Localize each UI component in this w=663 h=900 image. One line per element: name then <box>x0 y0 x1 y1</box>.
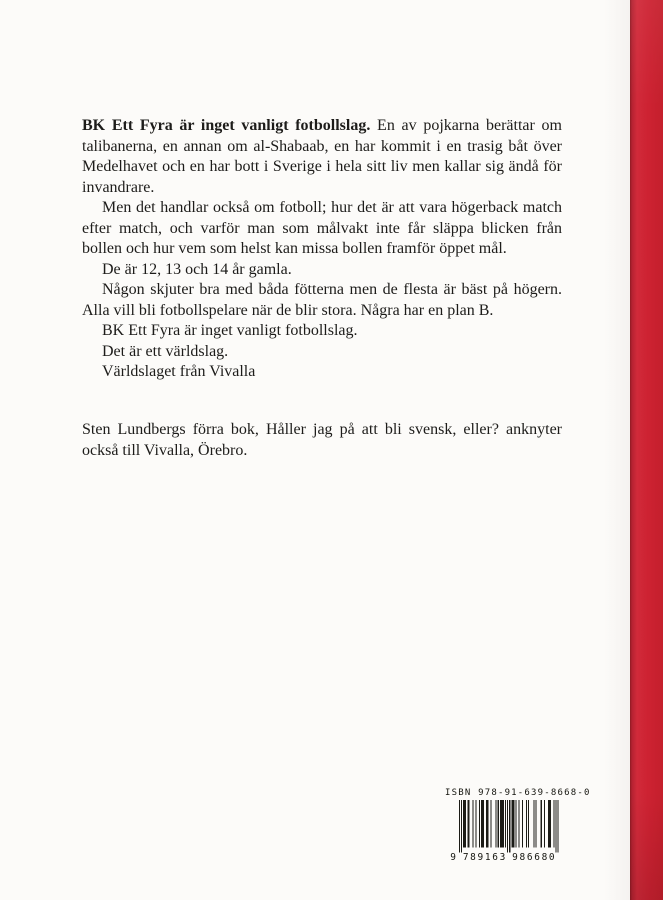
paragraph: Men det handlar också om fotboll; hur det är att vara högerback match efter match, och varför man som målvakt inte får släppa blicken från bollen och hur vem som helst kan missa bollen framför öppet mål. <box>82 199 562 257</box>
paragraph: Världslaget från Vivalla <box>102 363 256 380</box>
svg-text:9: 9 <box>512 851 518 863</box>
paragraph: De är 12, 13 och 14 år gamla. <box>102 260 292 278</box>
svg-text:8: 8 <box>519 851 526 863</box>
svg-text:9: 9 <box>477 851 484 863</box>
footnote: Sten Lundbergs förra bok, Håller jag på att bli svensk, eller? anknyter också till Vivalla, Örebro. <box>82 421 562 459</box>
isbn-label: ISBN 978-91-639-8668-0 <box>445 788 591 798</box>
svg-text:9: 9 <box>450 851 456 863</box>
svg-text:6: 6 <box>526 851 533 863</box>
svg-text:3: 3 <box>499 851 506 863</box>
paragraph: Någon skjuter bra med båda fötterna men de flesta är bäst på högern. Alla vill bli fotbollspelare när de blir stora. Några har en plan B. <box>82 281 562 319</box>
svg-text:0: 0 <box>548 851 555 863</box>
red-cover-edge <box>630 0 663 900</box>
paragraph: Det är ett världslag. <box>102 342 229 360</box>
svg-text:6: 6 <box>492 851 498 863</box>
barcode-block <box>445 788 591 863</box>
svg-text:6: 6 <box>534 851 540 863</box>
paragraph: BK Ett Fyra är inget vanligt fotbollslag. <box>102 322 358 339</box>
paragraph: BK Ett Fyra är inget vanligt fotbollslag. En av pojkarna berättar om talibanerna, en annan om al-Shabaab, en har kommit i en trasig båt över Medelhavet och en har bott i Sverige i hela sitt liv men kallar sig ändå för invandrare. <box>82 117 562 196</box>
cover-fold-shade <box>604 0 630 900</box>
svg-text:1: 1 <box>484 851 491 863</box>
svg-text:8: 8 <box>541 851 548 863</box>
ean13-barcode <box>445 800 563 863</box>
blurb <box>82 116 562 383</box>
svg-text:7: 7 <box>462 851 469 863</box>
svg-text:8: 8 <box>470 851 476 863</box>
